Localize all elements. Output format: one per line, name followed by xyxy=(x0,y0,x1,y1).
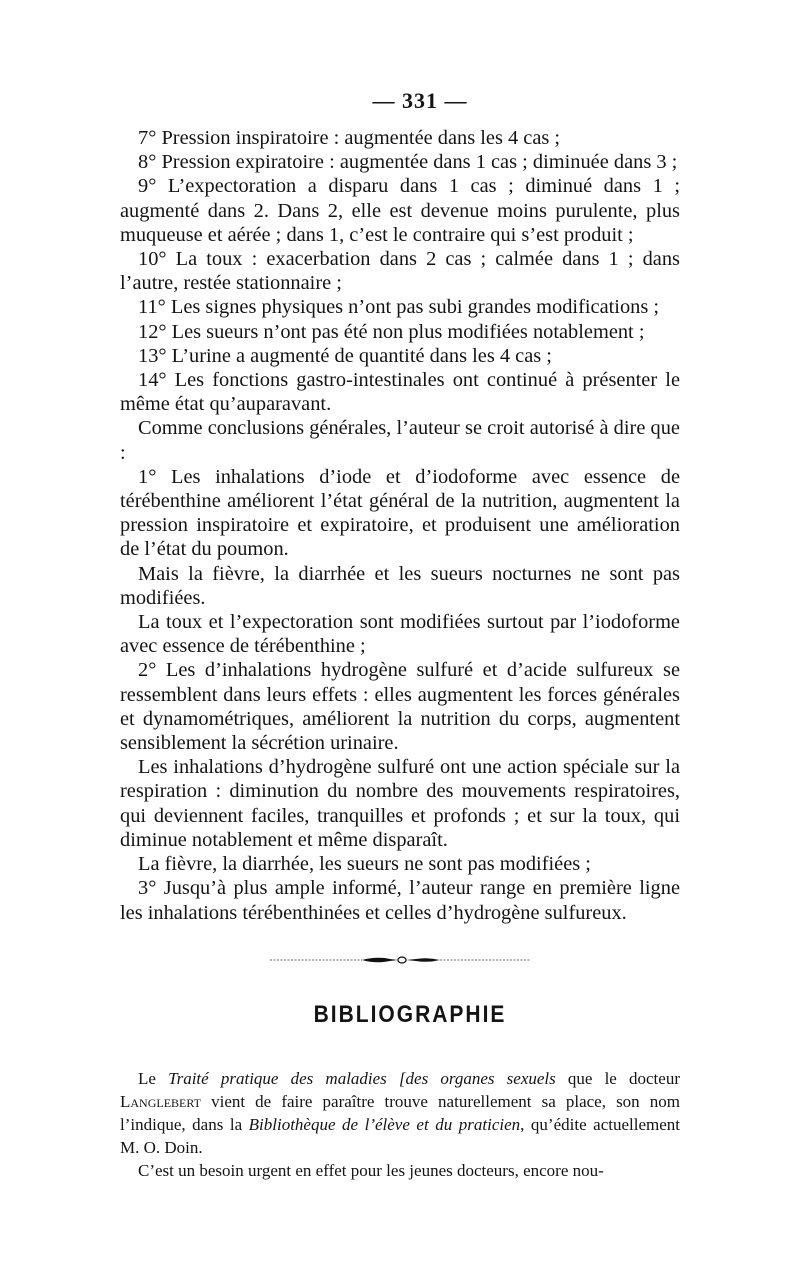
bibliography-text xyxy=(120,1067,680,1182)
paragraph: 2° Les d’inhalations hydrogène sulfuré et d’acide sulfureux se ressemblent dans leurs effets : elles augmentent les forces générales et dynamométriques, améliorent la nutrition du corps, augmentent sensiblement la sécrétion urinaire. xyxy=(120,659,680,755)
paragraph: La toux et l’expectoration sont modifiées surtout par l’iodoforme avec essence de térébenthine ; xyxy=(120,611,680,658)
paragraph: 11° Les signes physiques n’ont pas subi grandes modifications ; xyxy=(138,296,660,319)
paragraph: 9° L’expectoration a disparu dans 1 cas ; diminué dans 1 ; augmenté dans 2. Dans 2, elle est devenue moins purulente, plus muqueuse et aérée ; dans 1, c’est le contraire qui s’est produit ; xyxy=(120,175,680,246)
paragraph: 14° Les fonctions gastro-intestinales ont continué à présenter le même état qu’auparavant. xyxy=(120,369,680,416)
paragraph: Mais la fièvre, la diarrhée et les sueurs nocturnes ne sont pas modifiées. xyxy=(120,562,680,609)
text-run: vient de faire paraître trouve naturellement sa place, son nom l’indique, dans la xyxy=(120,1091,680,1134)
paragraph: 10° La toux : exacerbation dans 2 cas ; calmée dans 1 ; dans l’autre, restée stationnaire ; xyxy=(120,248,680,295)
paragraph: Les inhalations d’hydrogène sulfuré ont une action spéciale sur la respiration : diminution du nombre des mouvements respiratoires, qui deviennent faciles, tranquilles et profonds ; et sur la toux, qui diminue notablement et même disparaît. xyxy=(120,756,680,851)
paragraph: 12° Les sueurs n’ont pas été non plus modifiées notablement ; xyxy=(138,320,645,343)
paragraph: 1° Les inhalations d’iode et d’iodoforme avec essence de térébenthine améliorent l’état général de la nutrition, augmentent la pression inspiratoire et expiratoire, et produisent une amélioration de l’état du poumon. xyxy=(120,465,680,561)
paragraph: 3° Jusqu’à plus ample informé, l’auteur range en première ligne les inhalations térébenthinées et celles d’hydrogène sulfureux. xyxy=(120,877,680,924)
series-title: Bibliothèque de l’élève et du praticien xyxy=(248,1114,521,1134)
text-run: que le docteur xyxy=(555,1068,680,1088)
paragraph: 7° Pression inspiratoire : augmentée dans les 4 cas ; xyxy=(138,127,561,149)
page xyxy=(120,88,680,1182)
bibliography-paragraph xyxy=(120,1067,680,1159)
paragraph: La fièvre, la diarrhée, les sueurs ne sont pas modifiées ; xyxy=(138,853,591,876)
paragraph: 13° L’urine a augmenté de quantité dans les 4 cas ; xyxy=(138,344,552,367)
paragraph: Comme conclusions générales, l’auteur se croit autorisé à dire que : xyxy=(120,417,680,464)
author-name: Langlebert xyxy=(120,1091,201,1111)
text-run: , qu’édite actuellement M. O. Doin. xyxy=(120,1114,680,1157)
ornament-divider xyxy=(270,953,530,967)
main-text xyxy=(120,126,680,925)
section-heading: BIBLIOGRAPHIE xyxy=(313,1000,507,1028)
text-run: Le xyxy=(138,1068,169,1088)
page-number: — 331 — xyxy=(372,88,468,113)
bibliography-paragraph: C’est un besoin urgent en effet pour les jeunes docteurs, encore nou- xyxy=(138,1160,604,1180)
book-title: Traité pratique des maladies [des organes sexuels xyxy=(168,1068,556,1088)
paragraph: 8° Pression expiratoire : augmentée dans 1 cas ; diminuée dans 3 ; xyxy=(138,151,678,174)
